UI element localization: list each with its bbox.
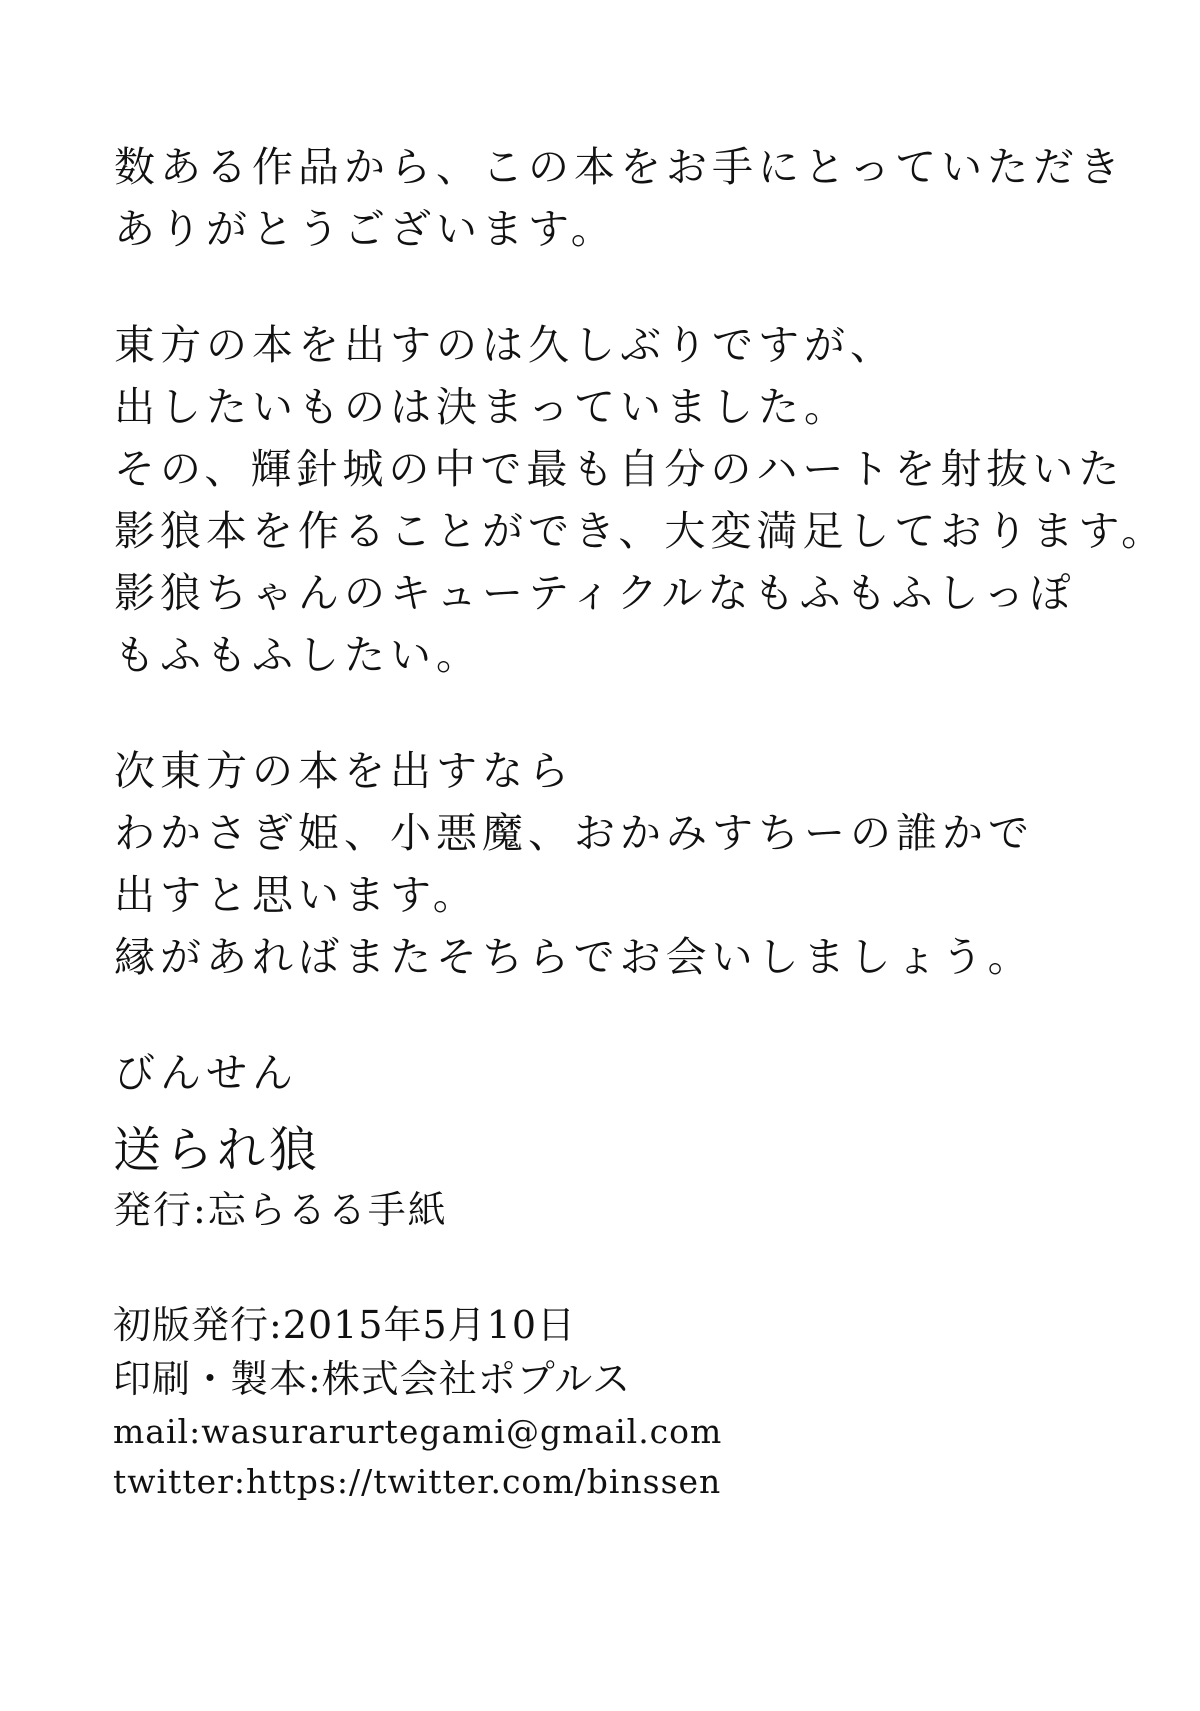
afterword-line: 東方の本を出すのは久しぶりですが、	[114, 321, 896, 369]
afterword-line: 出したいものは決まっていました。	[114, 383, 850, 431]
publisher-line: 発行:忘らるる手紙	[113, 1188, 448, 1232]
afterword-line: 縁があればまたそちらでお会いしましょう。	[114, 933, 1034, 981]
afterword-line: 次東方の本を出すなら	[114, 747, 574, 795]
afterword-line: その、輝針城の中で最も自分のハートを射抜いた	[114, 445, 1125, 493]
afterword-line: ありがとうございます。	[114, 205, 617, 253]
paragraph-gap	[114, 686, 1134, 740]
contact-mail: mail:wasurarurtegami@gmail.com	[113, 1412, 723, 1451]
afterword-line: もふもふしたい。	[114, 631, 482, 679]
afterword-line: 出すと思います。	[114, 871, 479, 919]
contact-twitter: twitter:https://twitter.com/binssen	[113, 1462, 722, 1501]
afterword-line: わかさぎ姫、小悪魔、おかみすちーの誰かで	[114, 809, 1034, 857]
afterword-text	[114, 136, 1168, 1104]
first-edition-date: 初版発行:2015年5月10日	[113, 1303, 577, 1347]
author-signature: びんせん	[114, 1049, 298, 1097]
afterword-line: 影狼本を作ることができ、大変満足しております。	[114, 507, 1168, 555]
printer-line: 印刷・製本:株式会社ポプルス	[113, 1357, 632, 1401]
colophon	[113, 1118, 1113, 1506]
paragraph-gap	[114, 988, 1134, 1042]
paragraph-gap	[114, 260, 1134, 314]
afterword-line: 影狼ちゃんのキューティクルなもふもふしっぽ	[114, 569, 1076, 617]
book-title: 送られ狼	[113, 1122, 322, 1178]
afterword-line: 数ある作品から、この本をお手にとっていただき	[114, 143, 1126, 191]
